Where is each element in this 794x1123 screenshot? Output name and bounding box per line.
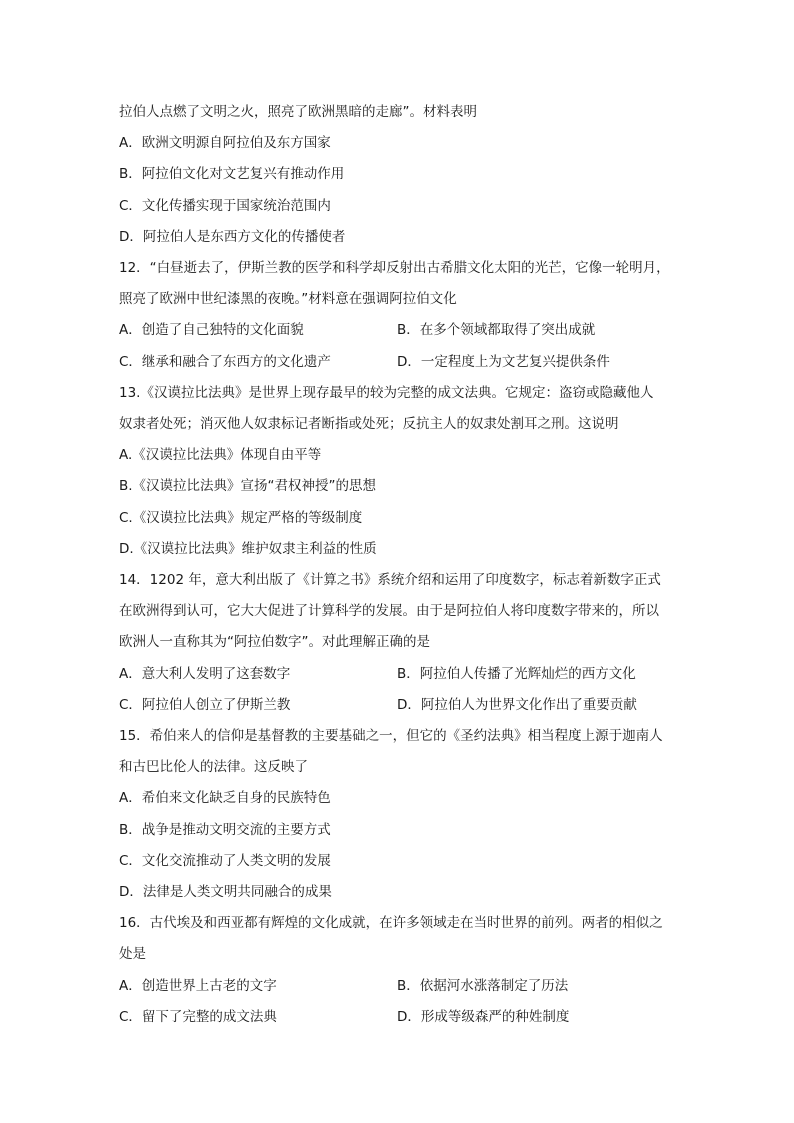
q13-option-b: B.《汉谟拉比法典》宣扬“君权神授”的思想 [119, 478, 377, 494]
q16-option-a: A．创造世界上古老的文字 [119, 978, 277, 994]
q12-stem-line1: 12．“白昼逝去了，伊斯兰教的医学和科学却反射出古希腊文化太阳的光芒，它像一轮明月， [119, 260, 670, 276]
q13-stem-line1: 13.《汉谟拉比法典》是世界上现存最早的较为完整的成文法典。它规定：盗窃或隐藏他人 [119, 385, 654, 401]
q12-option-b: B．在多个领域都取得了突出成就 [397, 322, 596, 338]
q16-option-d: D．形成等级森严的种姓制度 [397, 1009, 570, 1025]
q15-option-c: C．文化交流推动了人类文明的发展 [119, 853, 331, 869]
q14-stem-line2: 在欧洲得到认可，它大大促进了计算科学的发展。由于是阿拉伯人将印度数字带来的，所以 [119, 603, 659, 619]
q11-option-a: A．欧洲文明源自阿拉伯及东方国家 [119, 135, 331, 151]
q12-stem-line2: 照亮了欧洲中世纪漆黑的夜晚。”材料意在强调阿拉伯文化 [119, 291, 457, 307]
q11-stem-continuation: 拉伯人点燃了文明之火，照亮了欧洲黑暗的走廊”。材料表明 [119, 104, 477, 120]
q11-option-c: C．文化传播实现于国家统治范围内 [119, 198, 331, 214]
q16-option-c: C．留下了完整的成文法典 [119, 1009, 277, 1025]
q12-option-a: A．创造了自己独特的文化面貌 [119, 322, 304, 338]
q13-option-d: D.《汉谟拉比法典》维护奴隶主利益的性质 [119, 541, 377, 557]
q11-option-b: B．阿拉伯文化对文艺复兴有推动作用 [119, 166, 345, 182]
q12-option-c: C．继承和融合了东西方的文化遗产 [119, 354, 331, 370]
q12-option-d: D．一定程度上为文艺复兴提供条件 [397, 354, 610, 370]
q15-option-b: B．战争是推动文明交流的主要方式 [119, 822, 331, 838]
q13-stem-line2: 奴隶者处死；消灭他人奴隶标记者断指或处死；反抗主人的奴隶处割耳之刑。这说明 [119, 416, 619, 432]
q13-option-a: A.《汉谟拉比法典》体现自由平等 [119, 447, 322, 463]
q14-option-d: D．阿拉伯人为世界文化作出了重要贡献 [397, 697, 637, 713]
q16-stem-line2: 处是 [119, 946, 146, 962]
q14-stem-line1: 14．1202 年，意大利出版了《计算之书》系统介绍和运用了印度数字，标志着新数字正式 [119, 572, 661, 588]
q15-stem-line1: 15．希伯来人的信仰是基督教的主要基础之一，但它的《圣约法典》相当程度上源于迦南人 [119, 728, 663, 744]
q15-stem-line2: 和古巴比伦人的法律。这反映了 [119, 759, 308, 775]
q14-option-c: C．阿拉伯人创立了伊斯兰教 [119, 697, 291, 713]
q14-stem-line3: 欧洲人一直称其为“阿拉伯数字”。对此理解正确的是 [119, 634, 430, 650]
q16-option-b: B．依据河水涨落制定了历法 [397, 978, 569, 994]
q14-option-b: B．阿拉伯人传播了光辉灿烂的西方文化 [397, 666, 636, 682]
q11-option-d: D．阿拉伯人是东西方文化的传播使者 [119, 229, 346, 245]
q16-stem-line1: 16．古代埃及和西亚都有辉煌的文化成就，在许多领域走在当时世界的前列。两者的相似之 [119, 915, 663, 931]
q15-option-a: A．希伯来文化缺乏自身的民族特色 [119, 790, 331, 806]
q14-option-a: A．意大利人发明了这套数字 [119, 666, 291, 682]
q15-option-d: D．法律是人类文明共同融合的成果 [119, 884, 332, 900]
q13-option-c: C.《汉谟拉比法典》规定严格的等级制度 [119, 510, 363, 526]
